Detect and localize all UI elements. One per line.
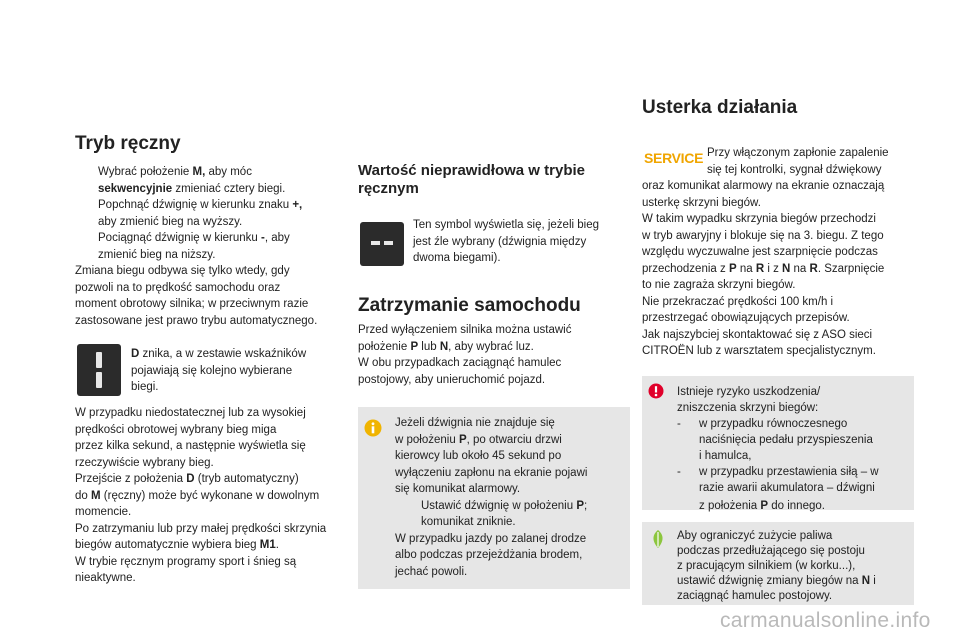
- info-icon: [364, 419, 382, 437]
- text: Aby ograniczyć zużycie paliwa: [677, 530, 833, 542]
- gear-n: N: [439, 340, 449, 353]
- text: w przypadku przestawienia siłą – w: [699, 466, 879, 478]
- text: Jeżeli dźwignia nie znajduje się: [395, 417, 555, 429]
- text: i hamulca,: [699, 450, 752, 462]
- text: naciśnięcia pedału przyspieszenia: [699, 434, 873, 446]
- column-1-text: [75, 164, 345, 329]
- text: Popchnąć dźwignię w kierunku znaku: [98, 199, 293, 211]
- line: przez kilka sekund, a następnie wyświetla się: [75, 440, 306, 452]
- title-zatrzymanie: Zatrzymanie samochodu: [358, 295, 581, 316]
- text: Po zatrzymaniu lub przy małej prędkości skrzynia: [75, 522, 327, 535]
- line: ręcznym: [358, 180, 419, 197]
- text: pojawiają się kolejno wybierane: [131, 364, 293, 377]
- warning-text: [677, 384, 909, 516]
- gear-p: P: [458, 433, 467, 446]
- text: względu wyczuwalne jest szarpnięcie podczas: [642, 246, 878, 258]
- plus-sign: +,: [292, 199, 303, 211]
- minus-sign: -: [261, 232, 265, 244]
- text: podczas przedłużającego się postoju: [677, 545, 865, 557]
- text: aby móc: [205, 166, 252, 178]
- gear-p: P: [410, 340, 419, 353]
- text: na: [790, 262, 810, 275]
- text: zniszczenia skrzyni biegów:: [677, 402, 819, 414]
- line: Ten symbol wyświetla się, jeżeli bieg: [413, 219, 599, 231]
- info-text: [395, 415, 625, 580]
- gear-display-icon: [77, 344, 121, 396]
- text: postojowy, aby unieruchomić pojazd.: [358, 373, 546, 386]
- text: W obu przypadkach zaciągnąć hamulec: [358, 357, 562, 369]
- bullet-item: [75, 164, 345, 197]
- gear-m: M: [91, 489, 101, 502]
- text: zaciągnąć hamulec postojowy.: [677, 590, 833, 602]
- text: i z: [764, 262, 783, 275]
- watermark: carmanualsonline.info: [720, 609, 931, 632]
- gear-m: M,: [192, 166, 206, 178]
- text: (ręczny) może być wykonane w dowolnym: [100, 489, 320, 502]
- line: dwoma biegami).: [413, 252, 501, 264]
- gear-n: N: [861, 575, 871, 587]
- warning-exclamation-icon: [648, 383, 664, 399]
- text: do: [75, 489, 91, 502]
- fault-text: [642, 178, 912, 360]
- line: W przypadku niedostatecznej lub za wysokiej: [75, 407, 306, 419]
- column-1-lower-text: [75, 405, 350, 587]
- text: Ustawić dźwignię w położeniu: [421, 499, 577, 512]
- text: się komunikat alarmowy.: [395, 483, 521, 495]
- text: Przy włączonym zapłonie zapalenie: [707, 147, 889, 159]
- line: nieaktywne.: [75, 572, 136, 584]
- gear-r: R: [755, 262, 765, 275]
- text: lub: [418, 340, 440, 353]
- text: przechodzenia z: [642, 262, 729, 275]
- text: w położeniu: [395, 433, 459, 446]
- dash: -: [677, 466, 681, 478]
- text: przestrzegać obowiązujących przepisów.: [642, 312, 850, 324]
- gear-d: D: [131, 348, 140, 360]
- text: W takim wypadku skrzynia biegów przechodzi: [642, 213, 876, 225]
- stop-text: [358, 322, 628, 388]
- bullet-item: [75, 197, 345, 230]
- text: Jak najszybciej skontaktować się z ASO sieci: [642, 328, 873, 341]
- text: biegi.: [131, 381, 159, 393]
- line: jest źle wybrany (dźwignia między: [413, 235, 587, 248]
- gear-p: P: [576, 499, 584, 512]
- text: zmieniać cztery biegi.: [172, 182, 286, 195]
- invalid-gear-icon: [360, 222, 404, 266]
- service-warning-icon: [644, 150, 704, 168]
- bullet-item: [75, 230, 345, 263]
- text: Przed wyłączeniem silnika można ustawić: [358, 324, 572, 336]
- gear-d: D: [186, 473, 195, 485]
- text: , aby wybrać luz.: [448, 340, 534, 353]
- title-tryb-reczny: Tryb ręczny: [75, 133, 181, 154]
- text: zmienić bieg na niższy.: [98, 248, 216, 261]
- line: pozwoli na to prędkość samochodu oraz: [75, 281, 281, 294]
- text: wyłączeniu zapłonu na ekranie pojawi: [395, 466, 588, 479]
- text: i: [870, 575, 876, 587]
- text: Pociągnąć dźwignię w kierunku: [98, 232, 262, 244]
- text: w tryb awaryjny i blokuje się na 3. biegu. Z tego: [642, 229, 884, 242]
- text: to nie zagraża skrzyni biegów.: [642, 279, 796, 291]
- text: CITROËN lub z warsztatem specjalistycznym.: [642, 345, 876, 357]
- text: z pracującym silnikiem (w korku...),: [677, 560, 856, 572]
- text: W przypadku jazdy po zalanej drodze: [395, 532, 587, 545]
- bullet-item: [395, 498, 625, 531]
- text: momencie.: [75, 506, 132, 518]
- text: się tej kontrolki, sygnał dźwiękowy: [707, 163, 882, 176]
- text: komunikat zniknie.: [421, 516, 516, 528]
- gear-n: N: [782, 262, 791, 275]
- line: Zmiana biegu odbywa się tylko wtedy, gdy: [75, 265, 290, 277]
- service-label: SERVICE: [644, 150, 704, 166]
- text: razie awarii akumulatora – dźwigni: [699, 482, 875, 494]
- line: rzeczywiście wybrany bieg.: [75, 456, 214, 469]
- fault-text-top: [707, 145, 907, 178]
- gear-r: R: [809, 262, 818, 275]
- eco-leaf-icon: [648, 529, 668, 549]
- dash: -: [677, 418, 681, 430]
- symbol-description: [413, 217, 628, 267]
- d-description: [131, 346, 341, 396]
- text: znika, a w zestawie wskaźników: [139, 348, 307, 360]
- warning-list-item: [677, 464, 909, 516]
- text: Nie przekraczać prędkości 100 km/h i: [642, 295, 834, 308]
- title-usterka: Usterka działania: [642, 97, 798, 118]
- text: Wybrać położenie: [98, 166, 193, 178]
- text: usterkę skrzyni biegów.: [642, 196, 761, 209]
- line: moment obrotowy silnika; w przeciwnym razie: [75, 298, 309, 310]
- text: .: [275, 539, 279, 551]
- text: , po otwarciu drzwi: [466, 433, 562, 446]
- text: jechać powoli.: [395, 565, 468, 578]
- text: ustawić dźwignię zmiany biegów na: [677, 575, 862, 587]
- text: Przejście z położenia: [75, 473, 187, 485]
- gear-m1: M1: [259, 539, 276, 551]
- text: z położenia: [699, 500, 761, 512]
- eco-text: [677, 529, 909, 604]
- text: do innego.: [768, 500, 825, 512]
- text: w przypadku równoczesnego: [699, 418, 848, 430]
- text: . Szarpnięcie: [817, 262, 885, 275]
- text: położenie: [358, 340, 411, 353]
- line: W trybie ręcznym programy sport i śnieg są: [75, 555, 297, 568]
- text: aby zmienić bieg na wyższy.: [98, 215, 243, 228]
- line: Wartość nieprawidłowa w trybie: [358, 162, 585, 179]
- gear-p: P: [728, 262, 737, 275]
- title-wartosc-nieprawidlowa: [358, 162, 628, 198]
- text: ;: [584, 499, 588, 512]
- paragraph: [75, 263, 345, 329]
- text: oraz komunikat alarmowy na ekranie oznaczają: [642, 180, 885, 192]
- text: , aby: [264, 232, 290, 244]
- warning-list-item: [677, 416, 909, 464]
- text: Istnieje ryzyko uszkodzenia/: [677, 386, 821, 398]
- line: zastosowane jest prawo trybu automatycznego.: [75, 314, 318, 327]
- text: albo podczas przejeżdżania brodem,: [395, 549, 583, 561]
- line: prędkości obrotowej wybrany bieg miga: [75, 423, 277, 436]
- text-bold: sekwencyjnie: [98, 182, 173, 195]
- text: na: [736, 262, 756, 275]
- text: (tryb automatyczny): [194, 473, 299, 485]
- text: kierowcy lub około 45 sekund po: [395, 450, 562, 462]
- text: biegów automatycznie wybiera bieg: [75, 539, 260, 551]
- gear-p: P: [760, 500, 769, 512]
